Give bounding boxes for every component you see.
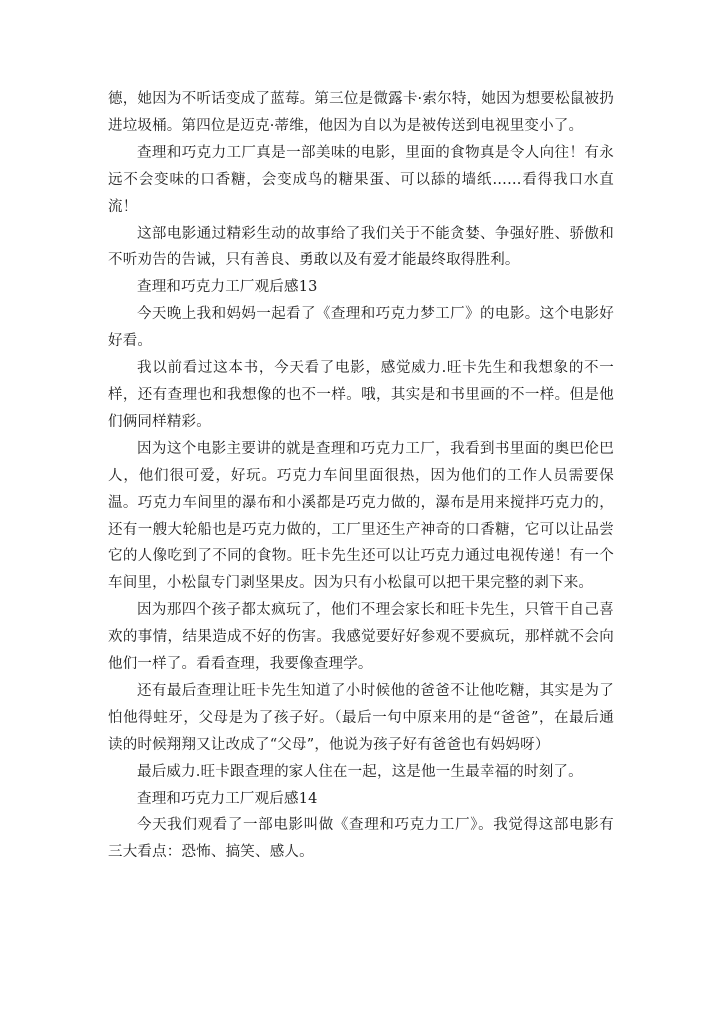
paragraph: 因为这个电影主要讲的就是查理和巧克力工厂，我看到书里面的奥巴伦巴人，他们很可爱，好玩。巧克力车间里面很热，因为他们的工作人员需要保温。巧克力车间里的瀑布和小溪都是巧克力做的，瀑布是用来搅拌巧克力的，还有一艘大轮船也是巧克力做的，工厂里还生产神奇的口香糖，它可以让品尝它的人像吃到了不同的食物。旺卡先生还可以让巧克力通过电视传递！有一个车间里，小松鼠专门剥坚果皮。因为只有小松鼠可以把干果完整的剥下来。 <box>108 440 614 592</box>
paragraph: 今天晚上我和妈妈一起看了《查理和巧克力梦工厂》的电影。这个电影好好看。 <box>108 306 614 350</box>
document-body <box>108 86 614 866</box>
paragraph: 因为那四个孩子都太疯玩了，他们不理会家长和旺卡先生，只管干自己喜欢的事情，结果造成不好的伤害。我感觉要好好参观不要疯玩，那样就不会向他们一样了。看看查理，我要像查理学。 <box>108 602 614 673</box>
section-heading-14: 查理和巧克力工厂观后感14 <box>137 790 318 807</box>
paragraph: 查理和巧克力工厂真是一部美味的电影，里面的食物真是令人向往！有永远不会变味的口香糖，会变成鸟的糖果蛋、可以舔的墙纸……看得我口水直流！ <box>108 144 614 215</box>
paragraph: 我以前看过这本书，今天看了电影，感觉威力.旺卡先生和我想象的不一样，还有查理也和我想像的也不一样。哦，其实是和书里画的不一样。但是他们俩同样精彩。 <box>108 360 614 430</box>
paragraph: 这部电影通过精彩生动的故事给了我们关于不能贪婪、争强好胜、骄傲和不听劝告的告诫，只有善良、勇敢以及有爱才能最终取得胜利。 <box>108 225 614 269</box>
paragraph: 还有最后查理让旺卡先生知道了小时候他的爸爸不让他吃糖，其实是为了怕他得蛀牙，父母是为了孩子好。（最后一句中原来用的是“爸爸”，在最后通读的时候翔翔又让改成了“父母”，他说为孩子好有爸爸也有妈妈呀） <box>108 682 614 753</box>
paragraph: 最后威力.旺卡跟查理的家人住在一起，这是他一生最幸福的时刻了。 <box>137 763 583 780</box>
paragraph-continued: 德，她因为不听话变成了蓝莓。第三位是微露卡·索尔特，她因为想要松鼠被扔进垃圾桶。第四位是迈克·蒂维，他因为自以为是被传送到电视里变小了。 <box>108 91 614 134</box>
section-heading-13: 查理和巧克力工厂观后感13 <box>137 279 318 296</box>
paragraph: 今天我们观看了一部电影叫做《查理和巧克力工厂》。我觉得这部电影有三大看点：恐怖、搞笑、感人。 <box>108 817 614 861</box>
